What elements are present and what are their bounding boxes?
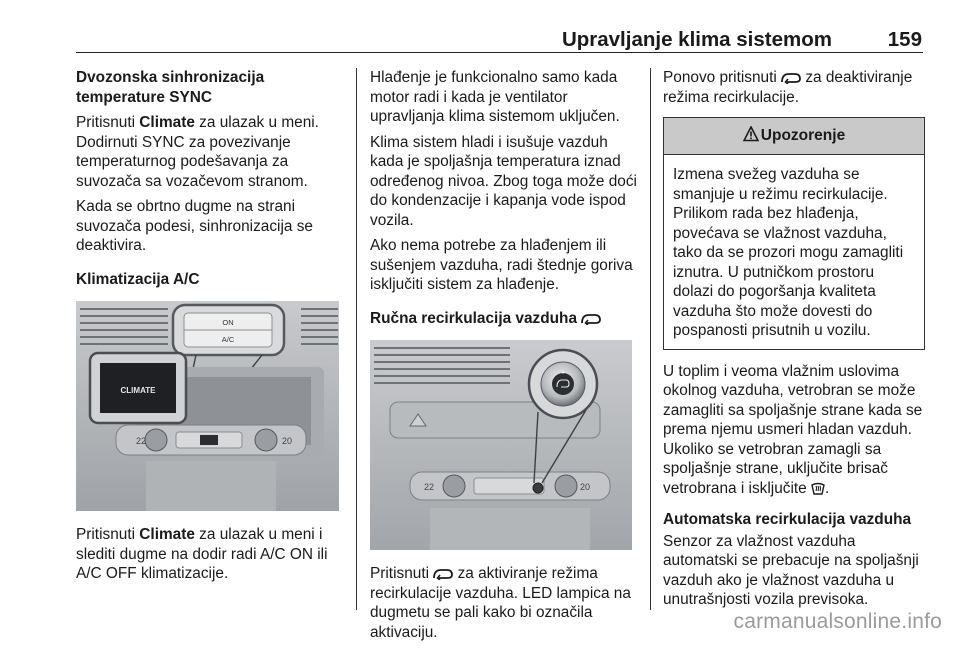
paragraph-deactivate <box>663 68 925 107</box>
paragraph-ac <box>76 525 348 584</box>
warning-triangle-icon <box>743 120 759 136</box>
warning-title: Upozorenje <box>760 127 846 144</box>
page-number: 159 <box>887 28 922 51</box>
paragraph-sync-2: Kada se obrtno dugme na strani suvozača podesi, sinhronizacija se deaktivira. <box>76 198 313 254</box>
climate-screen-label: CLIMATE <box>120 386 156 395</box>
recirculation-button-figure <box>370 340 632 550</box>
climate-keyword: Climate <box>139 114 195 131</box>
paragraph-cooling-3: Ako nema potrebe za hlađenjem ili sušenjem vazduha, radi štednje goriva isključiti sistem za hlađenje. <box>370 237 633 293</box>
text-span: Pritisnuti <box>370 565 434 582</box>
climate-keyword: Climate <box>139 526 195 543</box>
column-1 <box>76 68 348 590</box>
climate-panel-illustration <box>76 301 339 511</box>
climate-panel-figure <box>76 301 339 511</box>
text-span: Ponovo pritisnuti <box>663 69 782 86</box>
column-divider-1 <box>356 68 357 610</box>
text-span: za ulazak u meni. Dodirnuti SYNC za povezivanje temperaturnog podešavanja za suvozača sa vozačevom stranom. <box>76 114 319 190</box>
text-span: U toplim i veoma vlažnim uslovima okolnog vazduha, vetrobran se može zamagliti sa spoljašnje strane kada se prema njemu usmeri hladan vazduh. Ukoliko se vetrobran zamagli sa spoljašnje strane, uključite brisač vetrobrana i isključite <box>663 362 923 497</box>
paragraph-humid-conditions <box>663 362 925 499</box>
right-temp-label: 20 <box>580 482 591 492</box>
warning-text: Izmena svežeg vazduha se smanjuje u režimu recirkulacije. Prilikom rada bez hlađenja, povećava se vlažnost vazduha, tako da se prozori mogu zamagliti iznutra. U putničkom prostoru dolazi do pogoršanja kvaliteta vazduha što može dovesti do pospanosti prisutnih u vozilu. <box>673 166 904 339</box>
section-title-sync: Dvozonska sinhronizacija temperature SYNC <box>76 69 265 106</box>
column-2 <box>370 68 642 648</box>
watermark: carmanualsonline.info <box>733 610 942 633</box>
column-3 <box>663 68 925 616</box>
recirculation-icon <box>581 313 601 325</box>
section-title-recirculation <box>370 309 642 329</box>
section-title-ac: Klimatizacija A/C <box>76 270 200 288</box>
left-temp-label: 22 <box>424 482 435 492</box>
text-span: Pritisnuti <box>76 526 140 543</box>
warning-box <box>663 117 925 350</box>
right-temp-label: 20 <box>282 436 293 446</box>
recirculation-illustration <box>370 340 632 550</box>
text-span: za aktiviranje režima recirkulacije vazduha. LED lampica na dugmetu se pali kako bi označila aktivaciju. <box>370 565 631 641</box>
column-divider-2 <box>650 68 651 610</box>
paragraph-recirculation <box>370 564 642 642</box>
ac-label: A/C <box>221 335 235 344</box>
paragraph-cooling-1: Hlađenje je funkcionalno samo kada motor radi i kada je ventilator upravljanja klima sistemom uključen. <box>370 69 620 125</box>
windscreen-heat-icon <box>811 482 825 495</box>
page-header <box>0 0 960 52</box>
recirculation-icon <box>433 568 453 580</box>
text-span: za ulazak u meni i slediti dugme na dodir radi A/C ON ili A/C OFF klimatizacije. <box>76 526 328 582</box>
paragraph-auto-recirculation: Senzor za vlažnost vazduha automatski se prebacuje na spoljašnji vazduh ako je vlažnost vazduha u unutrašnjosti vozila previsoka. <box>663 532 919 608</box>
header-divider <box>76 52 923 53</box>
text-span: . <box>825 479 830 497</box>
paragraph-cooling-2: Klima sistem hladi i isušuje vazduh kada je spoljašnja temperatura iznad određenog nivoa. Zbog toga može doći do kondenzacije i kapanja vode ispod vozila. <box>370 133 637 229</box>
section-title-auto-recirculation: Automatska recirkulacija vazduha <box>663 511 912 528</box>
text-span: Pritisnuti <box>76 114 140 131</box>
text-span: za deaktiviranje režima recirkulacije. <box>663 69 913 106</box>
on-label: ON <box>222 318 234 327</box>
paragraph-sync-1 <box>76 113 348 191</box>
warning-header <box>664 118 924 155</box>
left-temp-label: 22 <box>136 436 147 446</box>
recirculation-icon <box>781 72 801 84</box>
section-title-text: Ručna recirkulacija vazduha <box>370 309 578 327</box>
page-title: Upravljanje klima sistemom <box>561 28 832 51</box>
